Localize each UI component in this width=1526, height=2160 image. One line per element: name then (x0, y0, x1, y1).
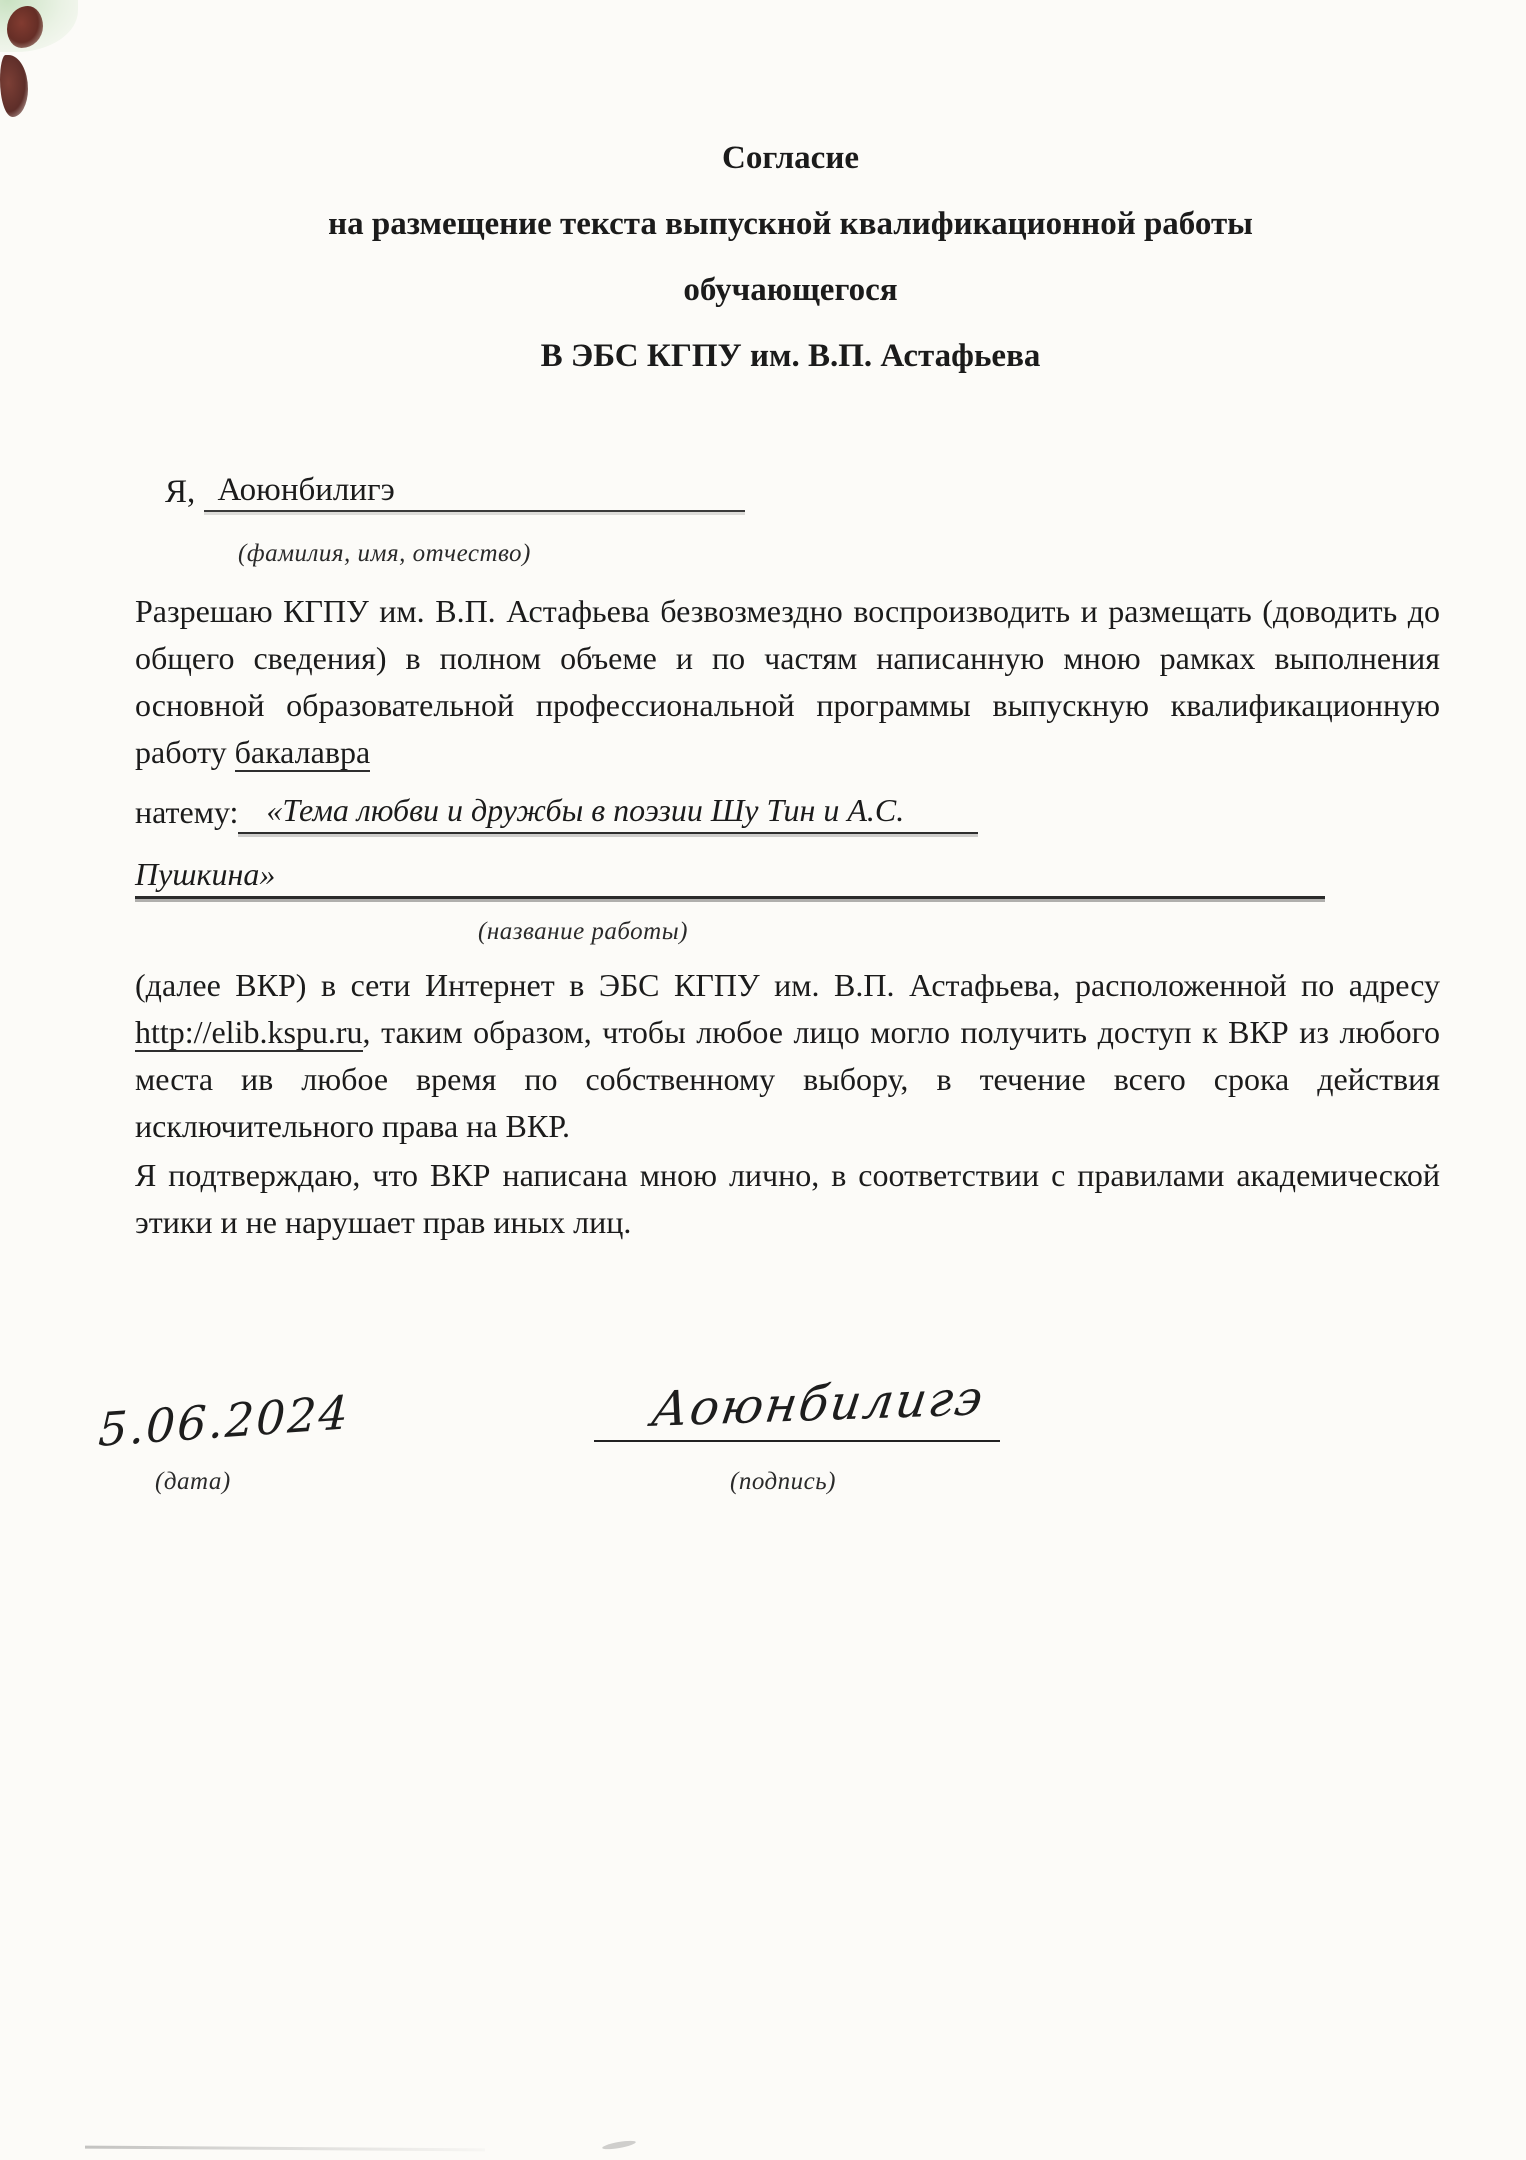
document-title-block (55, 140, 1526, 404)
topic-caption: (название работы) (478, 918, 688, 945)
title-line-2: на размещение текста выпускной квалификационной работы (328, 206, 1253, 242)
name-line (165, 470, 745, 512)
topic-label: натему: (135, 794, 239, 830)
name-filled-field (204, 470, 745, 512)
scan-stain-top (7, 6, 43, 48)
topic-line-1 (135, 788, 978, 834)
handwritten-signature: Аоюнбилигэ (648, 1370, 988, 1438)
scan-smudge-green (0, 0, 78, 52)
title-line-1: Согласие (722, 140, 859, 176)
elib-url: http://elib.kspu.ru (135, 1014, 363, 1050)
scan-stain-bottom (0, 55, 28, 117)
access-paragraph (135, 962, 1440, 1150)
topic-line-2 (135, 852, 1325, 899)
degree-underlined: бакалавра (234, 734, 371, 770)
access-text-after-link: , таким образом, чтобы любое лицо могло получить доступ к ВКР из любого места ив любое время по собственному выбору, в течение всего срока действия исключительного права на ВКР. (135, 1014, 1440, 1144)
permission-text: Разрешаю КГПУ им. В.П. Астафьева безвозмездно воспроизводить и размещать (доводить до общего сведения) в полном объеме и по частям написанную мною рамках выполнения основной образовательной профессиональной программы выпускную квалификационную работу (135, 593, 1440, 770)
scan-edge-line (85, 2146, 485, 2152)
name-prefix: Я, (165, 474, 196, 510)
title-line-4: В ЭБС КГПУ им. В.П. Астафьева (540, 338, 1041, 374)
applicant-name: Аоюнбилигэ (217, 472, 395, 508)
scan-edge-mark (602, 2139, 637, 2151)
handwritten-date: 5.06.2024 (97, 1385, 351, 1457)
name-caption: (фамилия, имя, отчество) (238, 540, 531, 567)
signature-caption: (подпись) (730, 1468, 836, 1495)
date-caption: (дата) (155, 1468, 231, 1495)
title-line-3: обучающегося (683, 272, 898, 308)
permission-paragraph (135, 588, 1440, 776)
topic-title-part2: Пушкина» (135, 852, 1325, 899)
topic-title-part1: «Тема любви и дружбы в поэзии Шу Тин и А.С. (238, 788, 978, 834)
access-text-before-link: (далее ВКР) в сети Интернет в ЭБС КГПУ им. В.П. Астафьева, расположенной по адресу (135, 967, 1440, 1003)
confirmation-paragraph: Я подтверждаю, что ВКР написана мною лично, в соответствии с правилами академической этики и не нарушает прав иных лиц. (135, 1157, 1440, 1240)
